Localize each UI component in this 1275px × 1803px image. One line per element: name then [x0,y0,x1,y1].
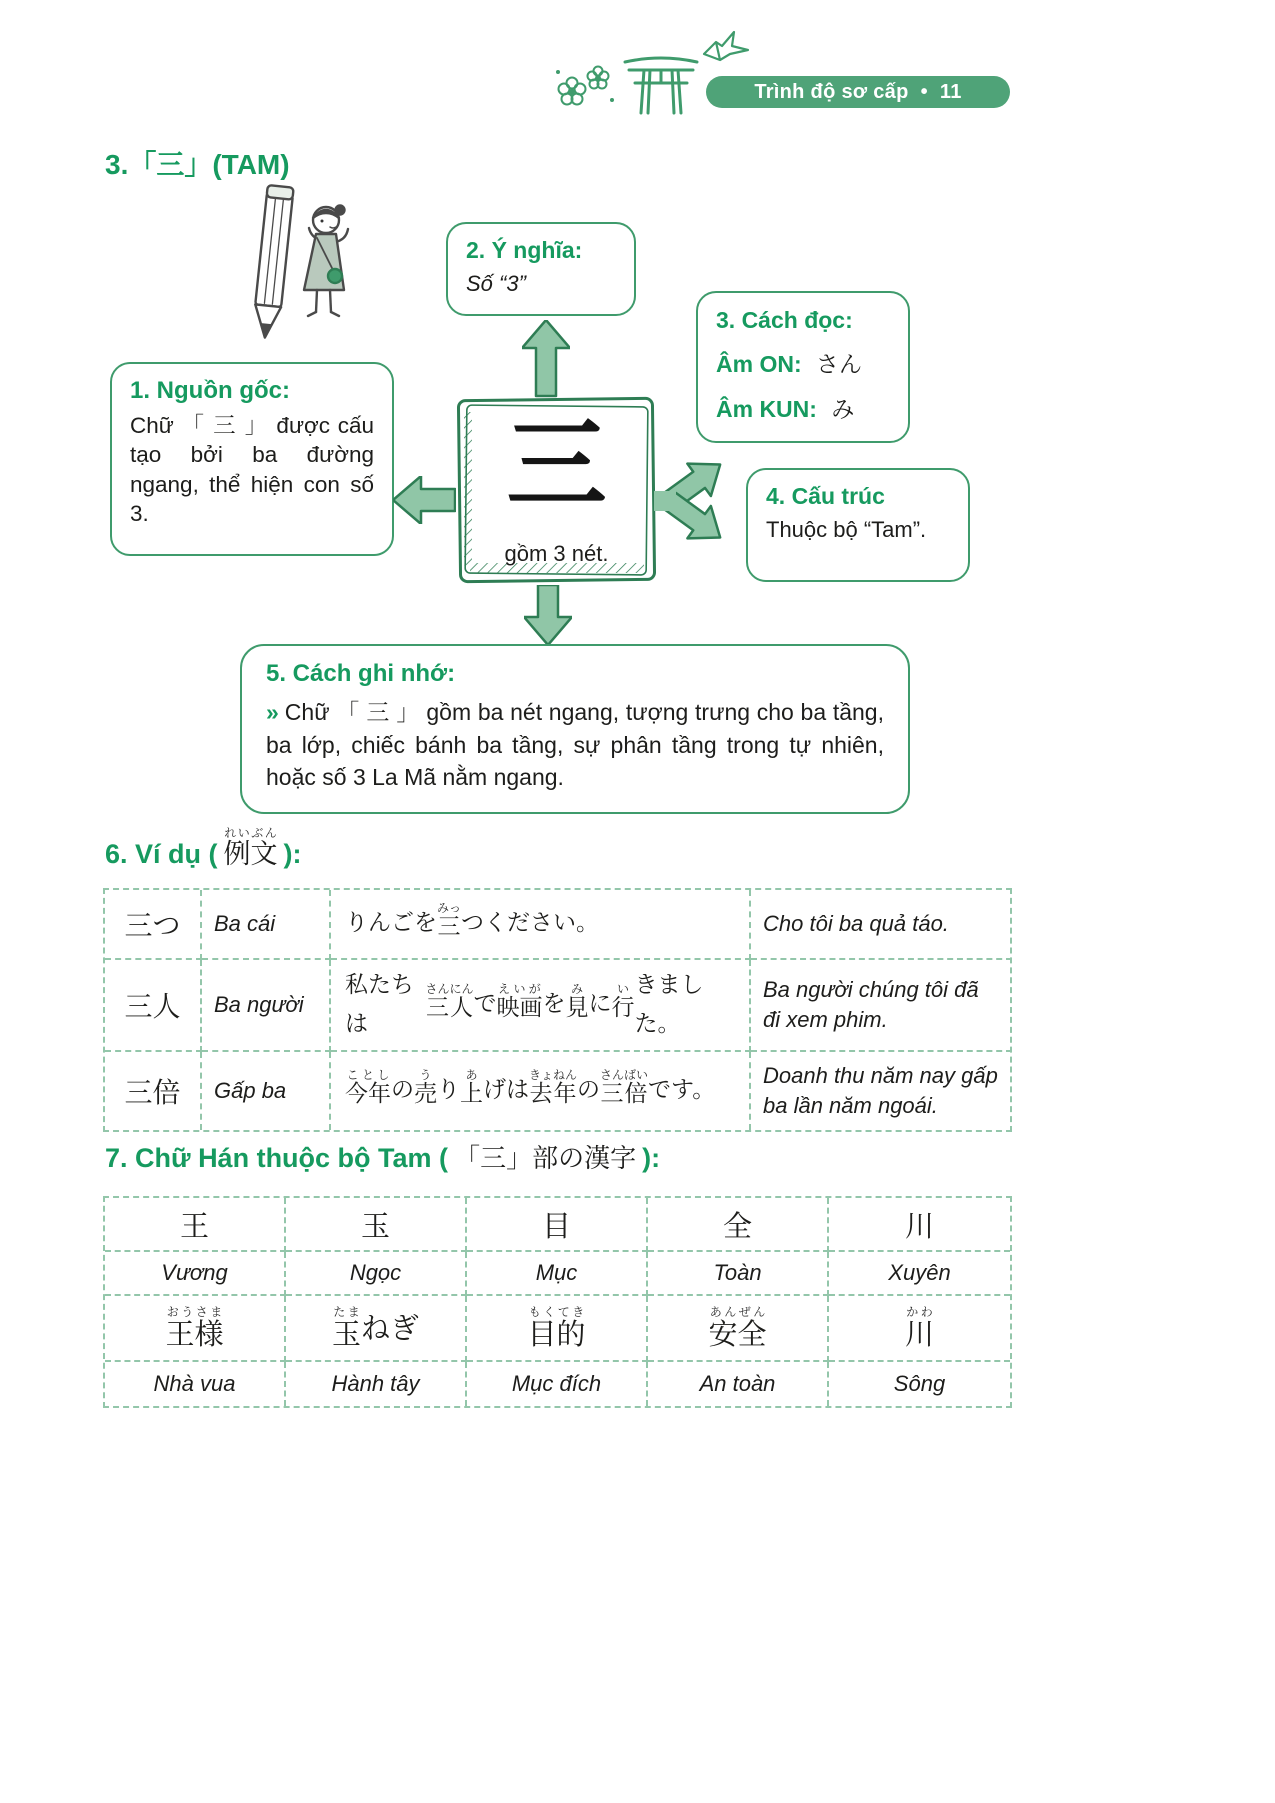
person-with-pencil-illustration [238,180,363,365]
origin-box [110,362,394,556]
origin-box-text: Chữ 「 三 」 được cấu tạo bởi ba đường ngang, thể hiện con số 3. [130,413,374,526]
example-word: 三倍 [105,1052,202,1130]
memory-box-title: 5. Cách ghi nhớ: [266,660,456,687]
header-level-label: Trình độ sơ cấp [754,80,909,103]
radical-compound-meaning: Sông [893,1371,946,1396]
reading-box [696,291,910,443]
radical-sino-viet-name: Ngọc [286,1252,467,1296]
radicals-heading [105,1138,660,1175]
structure-box-text: Thuộc bộ “Tam”. [766,517,927,542]
radical-kanji: 全 [648,1198,829,1252]
header-level-badge [706,76,1010,108]
origami-crane-icon [700,28,752,68]
examples-heading [105,826,302,871]
memory-box [240,644,910,814]
radical-sino-viet-name: Mục [467,1252,648,1296]
kun-reading-value: み [831,397,855,423]
arrow-down-icon [524,585,572,645]
radical-compound-meaning: Hành tây [286,1362,467,1406]
radical-sino-viet-name: Xuyên [829,1252,1010,1296]
memory-text: Chữ 「 三 」 gồm ba nét ngang, tượng trưng cho ba tầng, ba lớp, chiếc bánh ba tầng, sự phân tầng trong tự nhiên, hoặc số 3 La Mã nằm ngang. [266,699,884,791]
radical-compound-word: 川かわ [829,1296,1010,1362]
example-translation: Cho tôi ba quả táo. [751,890,1012,960]
structure-box [746,468,970,582]
radical-kanji: 玉 [286,1198,467,1252]
example-translation: Ba người chúng tôi đã đi xem phim. [751,960,1012,1052]
radical-compound-meaning: Nhà vua [105,1362,286,1406]
sakura-flowers-icon [552,58,618,114]
radical-compound-word: 玉たま ねぎ [286,1296,467,1362]
kun-reading-line [716,391,890,424]
radical-compound-word: 王様おうさま [105,1296,286,1362]
arrow-up-icon [522,320,570,398]
radical-compound-meaning: An toàn [648,1362,829,1406]
arrow-branch-right-icon [654,447,748,555]
arrow-left-icon [393,476,456,524]
kun-reading-label: Âm KUN: [716,396,817,422]
example-word: 三つ [105,890,202,960]
radicals-table [103,1196,1012,1408]
radicals-heading-suffix: ): [642,1143,661,1173]
example-meaning: Ba người [202,960,331,1052]
torii-gate-icon [620,50,702,116]
radical-kanji: 王 [105,1198,286,1252]
radicals-heading-prefix: 7. Chữ Hán thuộc bộ Tam ( [105,1143,449,1173]
meaning-box [446,222,636,316]
example-meaning: Gấp ba [202,1052,331,1130]
example-word: 三人 [105,960,202,1052]
radical-compound-word: 目的もくてき [467,1296,648,1362]
stroke-count-note: gồm 3 nét. [504,541,609,566]
memory-box-text [266,696,884,794]
page-number: 11 [939,80,962,103]
radical-kanji: 川 [829,1198,1010,1252]
reading-box-title: 3. Cách đọc: [716,307,853,333]
meaning-box-title: 2. Ý nghĩa: [466,237,583,263]
examples-heading-prefix: 6. Ví dụ ( [105,839,218,869]
meaning-box-text: Số “3” [466,271,526,296]
kanji-character: 三 [506,405,607,523]
on-reading-line [716,346,890,379]
example-meaning: Ba cái [202,890,331,960]
radical-compound-word: 安全あんぜん [648,1296,829,1362]
example-sentence: 私たちは 三人さんにん で 映画えいが を 見み に 行い きました。 [331,960,751,1052]
radical-kanji: 目 [467,1198,648,1252]
radical-sino-viet-name: Toàn [648,1252,829,1296]
example-sentence: りんごを 三みっ つください。 [331,890,751,960]
header-bullet: • [920,80,928,103]
lesson-title: 3.「三」(TAM) [105,149,290,180]
radical-sino-viet-name: Vương [105,1252,286,1296]
examples-heading-suffix: ): [283,839,302,869]
kanji-box [456,396,657,584]
radical-compound-meaning: Mục đích [467,1362,648,1406]
on-reading-value: さん [816,352,863,378]
radicals-heading-japanese: 「三」部の漢字 [454,1144,637,1174]
examples-heading-japanese: 例文れいぶん [223,826,278,870]
memory-bullet-marker: » [266,699,279,725]
example-translation: Doanh thu năm nay gấp ba lần năm ngoái. [763,1063,998,1118]
example-sentence: 今年ことし の 売う り 上あ げは 去年きょねん の 三倍さんばい です。 [331,1052,751,1130]
structure-box-title: 4. Cấu trúc [766,483,885,509]
examples-table [103,888,1012,1132]
on-reading-label: Âm ON: [716,351,802,377]
origin-box-title: 1. Nguồn gốc: [130,377,290,404]
